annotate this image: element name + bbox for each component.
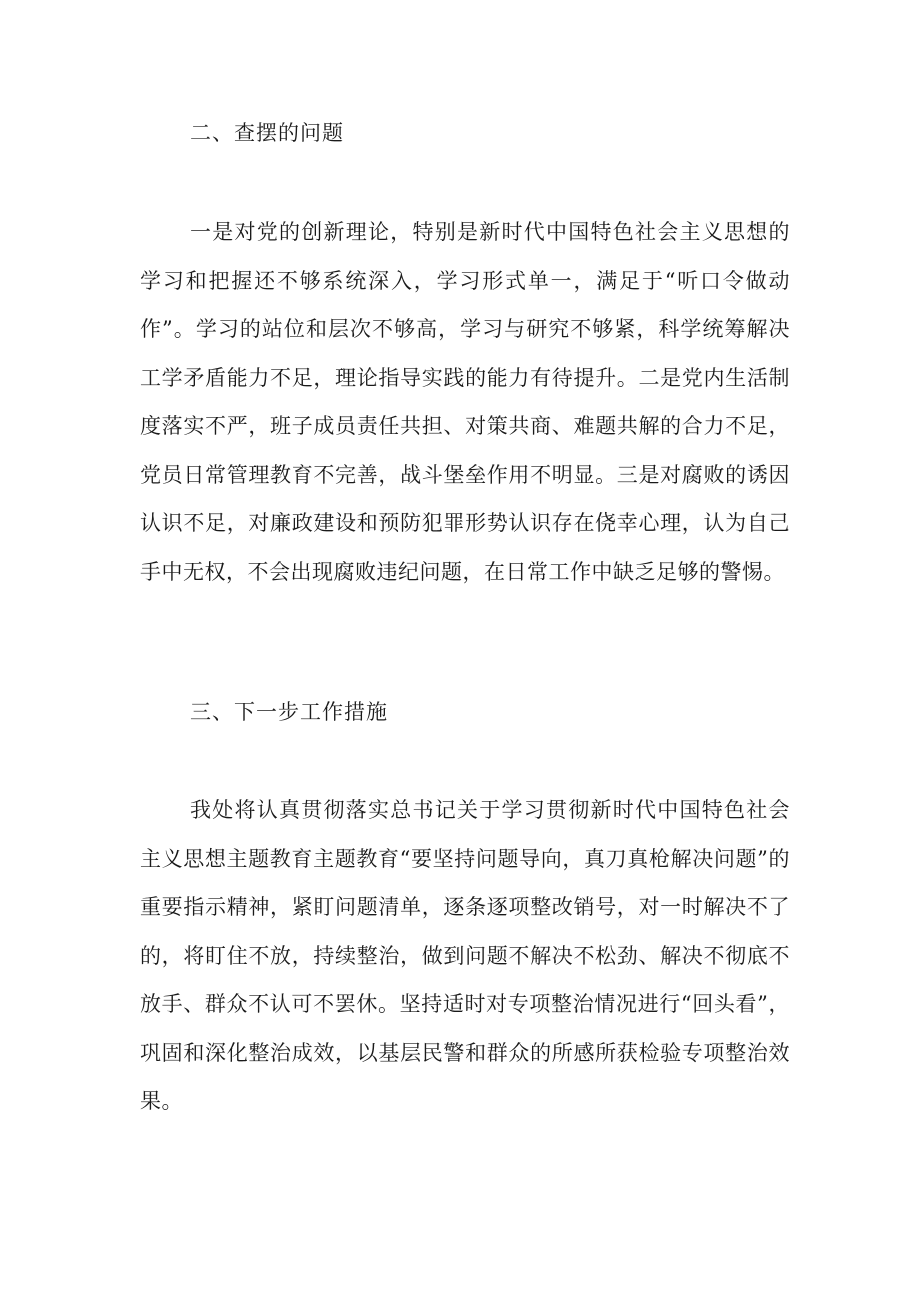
section-heading-problems: 二、查摆的问题 <box>190 121 344 145</box>
section-heading-next-steps: 三、下一步工作措施 <box>190 700 388 724</box>
next-steps-paragraph: 我处将认真贯彻落实总书记关于学习贯彻新时代中国特色社会主义思想主题教育主题教育“要坚持问题导向，真刀真枪解决问题”的重要指示精神，紧盯问题清单，逐条逐项整改销号，对一时解决不了的，将盯住不放，持续整治，做到问题不解决不松劲、解决不彻底不放手、群众不认可不罢休。坚持适时对专项整治情况进行“回头看”，巩固和深化整治成效，以基层民警和群众的所感所获检验专项整治效果。 <box>140 798 790 1113</box>
problems-paragraph: 一是对党的创新理论，特别是新时代中国特色社会主义思想的学习和把握还不够系统深入，学习形式单一，满足于“听口令做动作”。学习的站位和层次不够高，学习与研究不够紧，科学统筹解决工学矛盾能力不足，理论指导实践的能力有待提升。二是党内生活制度落实不严，班子成员责任共担、对策共商、难题共解的合力不足，党员日常管理教育不完善，战斗堡垒作用不明显。三是对腐败的诱因认识不足，对廉政建设和预防犯罪形势认识存在侥幸心理，认为自己手中无权，不会出现腐败违纪问题，在日常工作中缺乏足够的警惕。 <box>140 220 790 584</box>
